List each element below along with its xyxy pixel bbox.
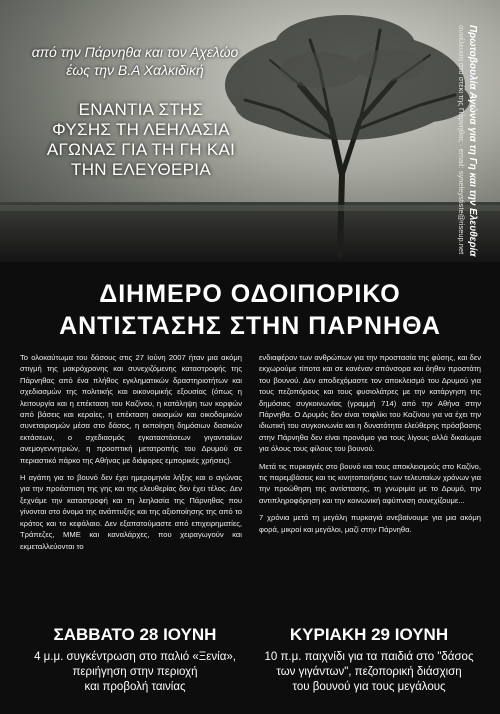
paragraph: ενδιαφέρον των ανθρώπων για την προστασία της φύσης, και δεν εκχωρούμε τίποτα και σε κανέναν σπόνσορα και όηθεν προστάτη του βουνού. Δεν αποδεχόμαστε τον αποκλεισμό του Δρυμού για τους πεζοπόρους και τους φυσιολάτρες με την κατάργηση της δημόσιας συγκοινωνίας (γραμμή 714) από την Αθήνα στην Πάρνηθα. Ο Δρυμός δεν είναι τσιφλίκι του Καζίνου για να έχει την ιδιωτική του συγκοινωνία και η δυνατότητα ελεύθερης πρόσβασης στην Πάρνηθα δεν είναι προνόμιο για τους λίγους αλλά δικαίωμα για όλους τους φίλους του βουνού. — [259, 353, 481, 454]
side-title: Πρωτοβουλία Αγώνα για τη Γη και την Ελευθερία — [467, 25, 478, 257]
event-day-1-line: και προβολή ταινίας — [84, 681, 186, 693]
place-line-2: έως την Β.Α Χαλκιδική — [66, 62, 204, 78]
event-day-2-line: 10 π.μ. παιχνίδι για τα παιδιά στο "δάσος — [264, 651, 474, 663]
event-day-2-heading: ΚΥΡΙΑΚΗ 29 ΙΟΥΝΗ — [289, 625, 449, 644]
motto-line-1: ΕΝΑΝΤΙΑ ΣΤΗΣ — [78, 100, 204, 119]
motto-line-4: ΤΗΝ ΕΛΕΥΘΕΡΙΑ — [71, 160, 211, 179]
event-day-1-heading: ΣΑΒΒΑΤΟ 28 ΙΟΥΝΗ — [53, 625, 217, 644]
main-title-line-2: ΑΝΤΙΣΤΑΣΗΣ ΣΤΗΝ ΠΑΡΝΗΘΑ — [59, 312, 441, 340]
place-line-1: από την Πάρνηθα και τον Αχελώο — [31, 44, 239, 60]
motto-line-3: ΑΓΩΝΑΣ ΓΙΑ ΤΗ ΓΗ ΚΑΙ — [46, 140, 236, 159]
side-contact: συνέλευση στο στέκι της Πάρνηθας · email: syneleystiste@riseup.net — [457, 25, 466, 255]
event-day-1-line: 4 μ.μ. συγκέντρωση στο παλιό «Ξενία», — [34, 651, 236, 663]
event-day-2-line: του βουνού για τους μεγάλους — [292, 681, 446, 693]
body-column-left — [20, 352, 242, 558]
event-day-2-line: των γιγάντων", πεζοπορική διάσχιση — [276, 666, 462, 678]
paragraph: Η αγάπη για το βουνό δεν έχει ημερομηνία λήξης και ο αγώνας για την προάσπιση της γης και της ελευθερίας δεν έχει τέλος. Δεν ξεχνάμε την καταστροφή και τη λεηλασία της Πάρνηθας που γίνονται στο όνομα της ανάπτυξης και της αξιοποίησης της από το κράτος και το κεφάλαιο. Δεν εξαπατούμαστε από επιχειρηματίες, Τράπεζες, ΜΜΕ και καναλάρχες, που χειραγωγούν και εκμεταλλεύονται το — [20, 473, 242, 551]
paragraph: Μετά τις πυρκαγιές στο βουνό και τους αποκλεισμούς στο Καζίνο, τις παρεμβάσεις και τις κινητοποιήσεις των τελευταίων χρόνων για την προώθηση της αντίστασης, τη γνωριμία με το Δρυμό, την αντιπληροφόρηση και την κοινωνική αφύπνιση συνεχίζουμε... — [259, 461, 481, 505]
paragraph: 7 χρόνια μετά τη μεγάλη πυρκαγιά ανεβαίνουμε για μια ακόμη φορά, μικροί και μεγάλοι, μαζί στην Πάρνηθα. — [259, 513, 481, 534]
side-credit — [456, 25, 478, 255]
body-column-right — [259, 352, 481, 541]
main-title-line-1: ΔΙΗΜΕΡΟ ΟΔΟΙΠΟΡΙΚΟ — [99, 280, 401, 308]
paragraph: Το ολοκαύτωμα του δάσους στις 27 Ιούνη 2007 ήταν μια ακόμη στιγμή της μακρόχρονης και συνεχιζόμενης καταστροφής της Πάρνηθας από ένα πλήθος εγκληματικών δραστηριοτήτων και σχεδιασμών της πολιτικής και οικονομικής εξουσίας (όπως η λειτουργία και η επέκταση του Καζίνου, η κατάληψη των κορφών από βάσεις και κεραίες, η επέκταση οικισμών και οικοδομικών συνεταιρισμών μέσα στο δάσος, η εκποίηση δημόσιων δασικών εκτάσεων, ο σχεδιασμός εγκαταστάσεων γιγαντιαίων ανεμογεννητριών, η προοπτική μετατροπής του Δρυμού σε περιαστικό πάρκο της Αθήνας με διάφορες εμπορικές χρήσεις). — [20, 353, 242, 465]
motto-line-2: ΦΥΣΗΣ ΤΗ ΛΕΗΛΑΣΙΑ — [52, 120, 230, 139]
event-day-1-line: περιήγηση στην περιοχή — [72, 666, 198, 678]
